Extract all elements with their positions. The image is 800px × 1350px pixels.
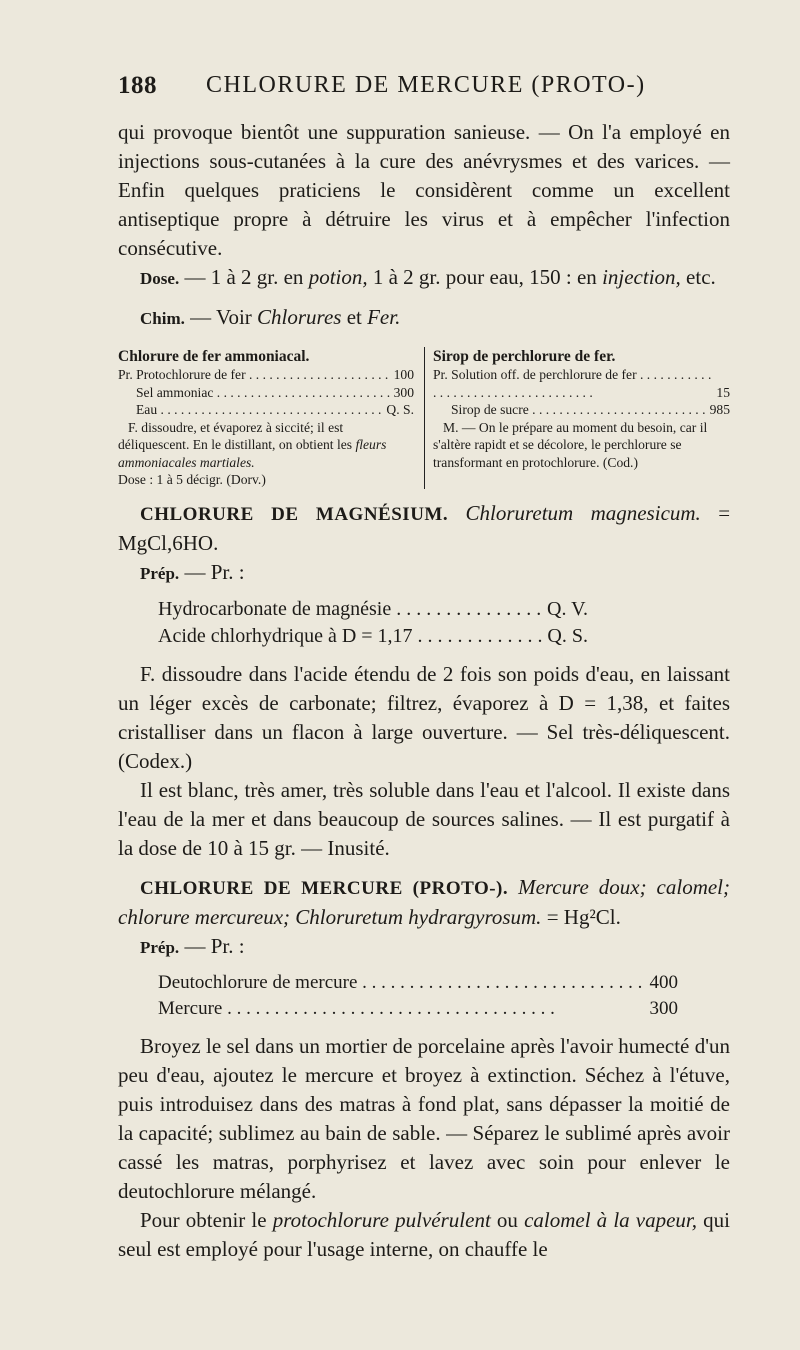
mercure-paragraph-2: Pour obtenir le protochlorure pulvérulent ou calomel à la vapeur, qui seul est employé pour l'usage interne, on chauffe le [118,1207,731,1261]
chim-paragraph: Chim. — Voir Chlorures et Fer. [140,305,401,329]
right-recipe-title: Sirop de perchlorure de fer. [433,348,616,365]
recipe-row: Mercure . . . 300 [158,996,678,1022]
left-recipe [118,347,424,489]
page-body [118,118,730,1264]
mercure-prep: Prép. — Pr. : [140,933,245,958]
recipe-row: Pr. Protochlorure de fer . . . 100 [118,366,414,384]
magnesium-paragraph-2: Il est blanc, très amer, très soluble dans l'eau et l'alcool. Il existe dans l'eau de la mer et dans beaucoup de sources salines. — Il est purgatif à la dose de 10 à 15 gr. — Inusité. [118,777,730,860]
magnesium-prep: Prép. — Pr. : [140,559,245,584]
chim-label: Chim. [140,309,185,328]
page-number: 188 [118,72,157,99]
left-recipe-dose: Dose : 1 à 5 décigr. (Dorv.) [118,472,266,487]
intro-paragraph: qui provoque bientôt une suppuration sanieuse. — On l'a employé en injections sous-cutanées à la cure des anévrysmes et des varices. — Enfin quelques praticiens le considèrent comme un excellent antiseptique propre à détruire les virus et à empêcher l'infection consécutive. [118,120,730,260]
magnesium-heading: CHLORURE DE MAGNÉSIUM. Chloruretum magnesicum. = MgCl,6HO. [118,500,731,555]
magnesium-recipe [158,596,588,650]
mercure-paragraph-1: Broyez le sel dans un mortier de porcelaine après l'avoir humecté d'un peu d'eau, ajoutez le mercure et broyez à extinction. Séchez à l'étuve, puis introduisez dans des matras à fond plat, sans dépasser la moitié de la capacité; sublimez au bain de sable. — Séparez le sublimé après avoir cassé les matras, porphyrisez et lavez avec soin pour enlever le deutochlorure mélangé. [118,1033,730,1203]
recipe-row: Sirop de sucre . . . 985 [433,401,730,419]
recipe-row: Hydrocarbonate de magnésie . . . Q. V. [158,596,588,623]
recipe-row: Acide chlorhydrique à D = 1,17 . . . Q. S. [158,623,588,650]
left-recipe-note: F. dissoudre, et évaporez à siccité; il est déliquescent. En le distillant, on obtient les fleurs ammoniacales martiales. [118,419,387,470]
recipe-row: Deutochlorure de mercure . . . 400 [158,970,678,996]
running-title: CHLORURE DE MERCURE (PROTO-) [206,72,646,98]
mercure-heading: CHLORURE DE MERCURE (PROTO-). Mercure doux; calomel; chlorure mercureux; Chloruretum hydrargyrosum. = Hg²Cl. [118,874,731,929]
recipe-row: Eau . . . Q. S. [118,401,414,419]
magnesium-paragraph-1: F. dissoudre dans l'acide étendu de 2 fois son poids d'eau, en laissant un léger excès de carbonate; filtrez, évaporez à D = 1,38, et faites cristalliser dans un flacon à large ouverture. — Sel très-déliquescent. (Codex.) [118,661,730,773]
right-recipe [424,347,730,489]
right-recipe-note: M. — On le prépare au moment du besoin, car il s'altère rapidt et se décolore, le perchlorure se transformant en protochlorure. (Cod.) [433,419,708,470]
recipe-row: Pr. Solution off. de perchlorure de fer . . . 15 [433,366,730,401]
recipe-row: Sel ammoniac . . . 300 [118,384,414,402]
mercure-recipe [158,970,678,1022]
dose-paragraph: Dose. — 1 à 2 gr. en potion, 1 à 2 gr. pour eau, 150 : en injection, etc. [140,265,716,289]
page-header [118,72,728,104]
two-column-recipes [118,347,730,489]
dose-label: Dose. [140,269,180,288]
left-recipe-title: Chlorure de fer ammoniacal. [118,348,310,365]
